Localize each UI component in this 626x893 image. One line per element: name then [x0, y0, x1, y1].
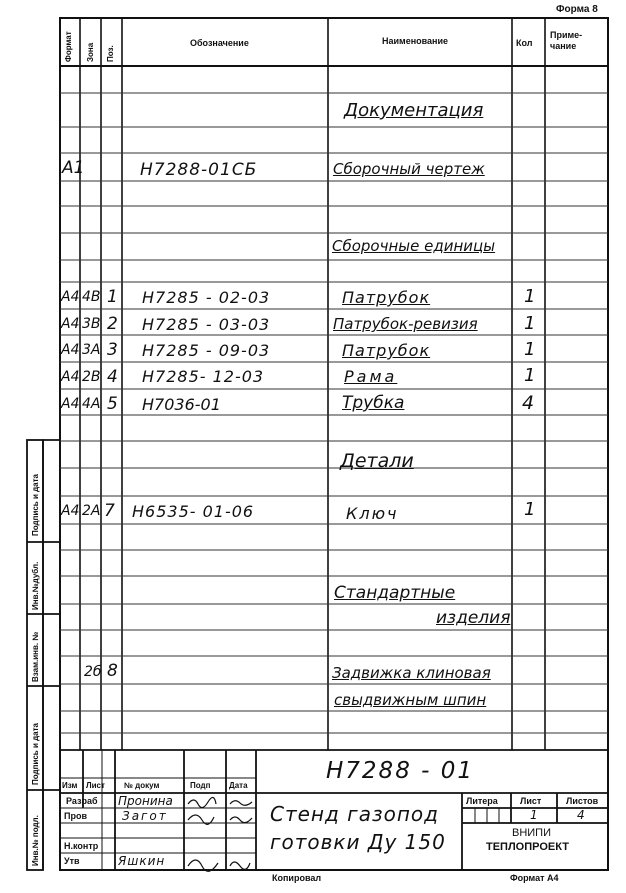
tb-litera: Литера — [466, 796, 498, 806]
tb-title-2: готовки Ду 150 — [270, 830, 446, 854]
tb-prov-name: Загот — [122, 809, 168, 823]
row-name: Сборочный чертеж — [333, 160, 485, 178]
row-name: Патрубок — [342, 341, 431, 360]
row-zone: 3А — [82, 342, 101, 358]
side-label-inv-dubl: Инв.№дубл. — [31, 561, 40, 610]
row-pos: 4 — [107, 367, 118, 387]
header-note: Приме-чание — [550, 30, 583, 51]
row-name: Патрубок-ревизия — [333, 315, 478, 333]
tb-utv-name: Яшкин — [118, 854, 166, 868]
side-label-podpis-data-1: Подпись и дата — [31, 474, 40, 536]
row-name: Ключ — [346, 504, 399, 523]
row-format: А4 — [61, 342, 80, 358]
row-format: А4 — [61, 503, 80, 519]
tb-n-kontr: Н.контр — [64, 841, 99, 851]
row-pos: 7 — [104, 501, 115, 521]
tb-title-1: Стенд газопод — [270, 802, 439, 826]
row-pos: 5 — [107, 394, 118, 414]
row-zone: 4А — [82, 396, 101, 412]
row-qty: 1 — [524, 313, 536, 334]
tb-org-2: ТЕПЛОПРОЕКТ — [486, 841, 569, 853]
section-assembly-units: Сборочные единицы — [332, 237, 496, 255]
row-name-line-2: свыдвижным шпин — [334, 691, 487, 709]
tb-prov: Пров — [64, 811, 87, 821]
footer-copied: Копировал — [272, 873, 322, 883]
header-designation: Обозначение — [190, 38, 249, 48]
row-pos: 8 — [107, 661, 118, 681]
row-name: Патрубок — [342, 288, 431, 307]
row-qty: 1 — [524, 286, 536, 307]
side-label-vzam-inv: Взам.инв. № — [31, 631, 40, 682]
tb-listov: Листов — [566, 796, 599, 806]
tb-org-1: ВНИПИ — [512, 827, 551, 839]
row-format: А4 — [61, 289, 80, 305]
razrab-date — [230, 801, 252, 806]
tb-utv: Утв — [64, 856, 80, 866]
row-zone: 3В — [82, 316, 101, 332]
tb-list-val: 1 — [530, 808, 538, 822]
section-standard-2: изделия — [436, 608, 511, 628]
header-qty: Кол — [516, 38, 533, 48]
tb-designation: Н7288 - 01 — [326, 758, 475, 784]
row-name: Задвижка клиновая — [332, 664, 491, 682]
row-designation: Н7285- 12-03 — [142, 367, 265, 386]
row-designation: Н7036-01 — [142, 395, 221, 414]
header-zone: Зона — [86, 42, 95, 62]
header-format: Формат — [64, 31, 73, 62]
section-documentation: Документация — [344, 100, 484, 121]
row-designation: Н7285 - 02-03 — [142, 288, 271, 307]
row-designation: Н6535- 01-06 — [132, 502, 255, 521]
section-parts: Детали — [340, 450, 414, 472]
row-designation: Н7285 - 09-03 — [142, 341, 271, 360]
row-designation: Н7285 - 03-03 — [142, 315, 271, 334]
tb-col-izm: Изм — [62, 781, 78, 790]
tb-razrab-name: Пронина — [118, 794, 173, 808]
side-label-podpis-data-2: Подпись и дата — [31, 723, 40, 785]
tb-col-list: Лист — [86, 781, 105, 790]
row-format: А4 — [61, 396, 80, 412]
row-format: А4 — [61, 369, 80, 385]
row-name: Трубка — [342, 393, 405, 413]
prov-date — [230, 817, 252, 823]
row-pos: 2 — [107, 314, 118, 334]
tb-razrab: Разраб — [66, 796, 98, 806]
row-format: А1 — [62, 158, 85, 178]
row-zone: 4В — [82, 289, 101, 305]
tb-col-doc: № докум — [124, 781, 160, 790]
row-qty: 1 — [524, 365, 536, 386]
row-format: А4 — [61, 316, 80, 332]
prov-signature — [188, 815, 214, 824]
tb-col-podp: Подп — [190, 781, 211, 790]
row-qty: 1 — [524, 339, 536, 360]
tb-col-data: Дата — [229, 781, 248, 790]
row-designation: Н7288-01СБ — [140, 160, 258, 180]
row-pos: 1 — [107, 287, 118, 307]
section-standard-1: Стандартные — [334, 583, 456, 603]
row-pos: 3 — [107, 340, 118, 360]
side-label-inv-podl: Инв.№ подл. — [31, 815, 40, 866]
row-zone: 2А — [82, 503, 101, 519]
utv-date — [230, 862, 250, 869]
utv-signature — [188, 860, 218, 871]
tb-list: Лист — [520, 796, 542, 806]
row-qty: 4 — [522, 392, 535, 414]
header-name: Наименование — [382, 36, 449, 46]
razrab-signature — [188, 797, 216, 807]
form-label: Форма 8 — [556, 4, 598, 15]
row-name: Рама — [344, 367, 398, 386]
row-zone: 2В — [82, 369, 101, 385]
row-zone: 2б — [84, 664, 102, 680]
row-qty: 1 — [524, 499, 536, 520]
tb-listov-val: 4 — [577, 808, 585, 822]
header-pos: Поз. — [106, 45, 115, 62]
footer-format: Формат А4 — [510, 873, 559, 883]
